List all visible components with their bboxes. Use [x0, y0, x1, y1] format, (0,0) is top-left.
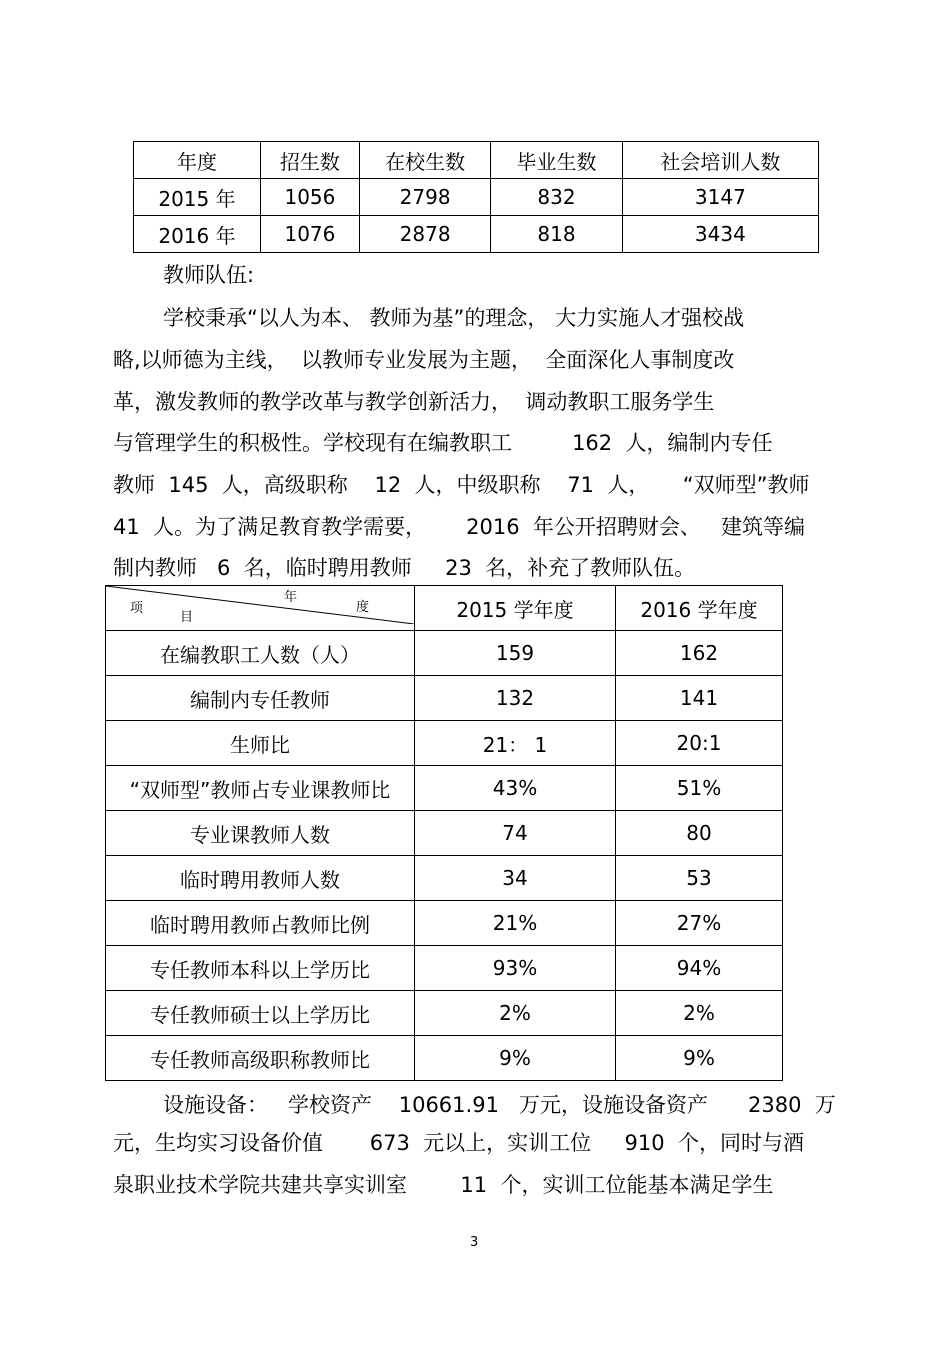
table-cell: 2% [415, 991, 616, 1036]
table-cell: 2% [616, 991, 783, 1036]
table-cell: 159 [415, 631, 616, 676]
table-cell: 74 [415, 811, 616, 856]
paragraph-line: 制内教师 6 名，临时聘用教师 23 名，补充了教师队伍。 [113, 556, 696, 580]
table-cell: 2798 [359, 179, 490, 216]
table-cell: 21% [415, 901, 616, 946]
page-number: 3 [470, 1235, 479, 1250]
row-label: 临时聘用教师人数 [106, 856, 415, 901]
table-cell: 43% [415, 766, 616, 811]
diag-label-mu: 目 [180, 610, 194, 625]
paragraph-line: 教师 145 人，高级职称 12 人，中级职称 71 人， “双师型”教师 [113, 473, 810, 497]
paragraph-line: 革，激发教师的教学改革与教学创新活力， 调动教职工服务学生 [113, 390, 715, 414]
table-cell: 1076 [260, 216, 359, 253]
table-cell: 2878 [359, 216, 490, 253]
table-cell: 141 [616, 676, 783, 721]
teacher-stats-table [105, 585, 783, 1081]
table-cell: 3147 [622, 179, 818, 216]
row-label: 临时聘用教师占教师比例 [106, 901, 415, 946]
header-cell-2015: 2015 学年度 [415, 586, 616, 631]
row-label: 在编教职工人数（人） [106, 631, 415, 676]
table-cell: 818 [491, 216, 622, 253]
paragraph-line: 学校秉承“以人为本、 教师为基”的理念， 大力实施人才强校战 [163, 306, 745, 330]
table-row [106, 721, 783, 766]
row-label: 专任教师硕士以上学历比 [106, 991, 415, 1036]
table-header-row [106, 586, 783, 631]
table-cell: 2016 年 [134, 216, 261, 253]
table-row [106, 901, 783, 946]
table-row [106, 811, 783, 856]
table-row [134, 179, 819, 216]
table-cell: 27% [616, 901, 783, 946]
paragraph-line: 泉职业技术学院共建共享实训室 11 个，实训工位能基本满足学生 [113, 1173, 774, 1197]
header-cell-2016: 2016 学年度 [616, 586, 783, 631]
row-label: 专任教师本科以上学历比 [106, 946, 415, 991]
table-cell: 93% [415, 946, 616, 991]
table-row [106, 856, 783, 901]
table-cell: 53 [616, 856, 783, 901]
header-cell: 招生数 [260, 142, 359, 179]
row-label: 编制内专任教师 [106, 676, 415, 721]
table-cell: 9% [415, 1036, 616, 1081]
paragraph-line: 与管理学生的积极性。学校现有在编教职工 162 人，编制内专任 [113, 431, 773, 455]
table-cell: 1056 [260, 179, 359, 216]
table-cell: 34 [415, 856, 616, 901]
header-cell: 社会培训人数 [622, 142, 818, 179]
row-label: 专业课教师人数 [106, 811, 415, 856]
paragraph-line: 元，生均实习设备价值 673 元以上，实训工位 910 个，同时与酒 [113, 1131, 804, 1155]
paragraph-line: 41 人。为了满足教育教学需要， 2016 年公开招聘财会、 建筑等编 [113, 515, 805, 539]
diag-label-nian: 年 [284, 590, 298, 605]
section-heading-teachers: 教师队伍: [163, 263, 255, 287]
row-label: 生师比 [106, 721, 415, 766]
header-cell: 年度 [134, 142, 261, 179]
row-label: “双师型”教师占专业课教师比 [106, 766, 415, 811]
diag-label-du: 度 [356, 600, 370, 615]
paragraph-line: 略,以师德为主线， 以教师专业发展为主题， 全面深化人事制度改 [113, 348, 735, 372]
table-cell: 162 [616, 631, 783, 676]
table-cell: 2015 年 [134, 179, 261, 216]
table-cell: 94% [616, 946, 783, 991]
table-cell: 80 [616, 811, 783, 856]
table-row [106, 766, 783, 811]
table-row [106, 1036, 783, 1081]
table-cell: 132 [415, 676, 616, 721]
table-cell: 9% [616, 1036, 783, 1081]
table-cell: 3434 [622, 216, 818, 253]
row-label: 专任教师高级职称教师比 [106, 1036, 415, 1081]
table-row [134, 216, 819, 253]
table-cell: 832 [491, 179, 622, 216]
header-cell: 毕业生数 [491, 142, 622, 179]
table-row [106, 676, 783, 721]
table-row [106, 946, 783, 991]
table-row [106, 631, 783, 676]
table-cell: 21： 1 [415, 721, 616, 766]
paragraph-line: 设施设备： 学校资产 10661.91 万元，设施设备资产 2380 万 [163, 1093, 836, 1117]
table-cell: 51% [616, 766, 783, 811]
table-header-row [134, 142, 819, 179]
table-row [106, 991, 783, 1036]
diagonal-header-cell [106, 586, 415, 631]
table-cell: 20:1 [616, 721, 783, 766]
diag-label-xiang: 项 [130, 601, 144, 616]
header-cell: 在校生数 [359, 142, 490, 179]
enrollment-table [133, 141, 819, 253]
